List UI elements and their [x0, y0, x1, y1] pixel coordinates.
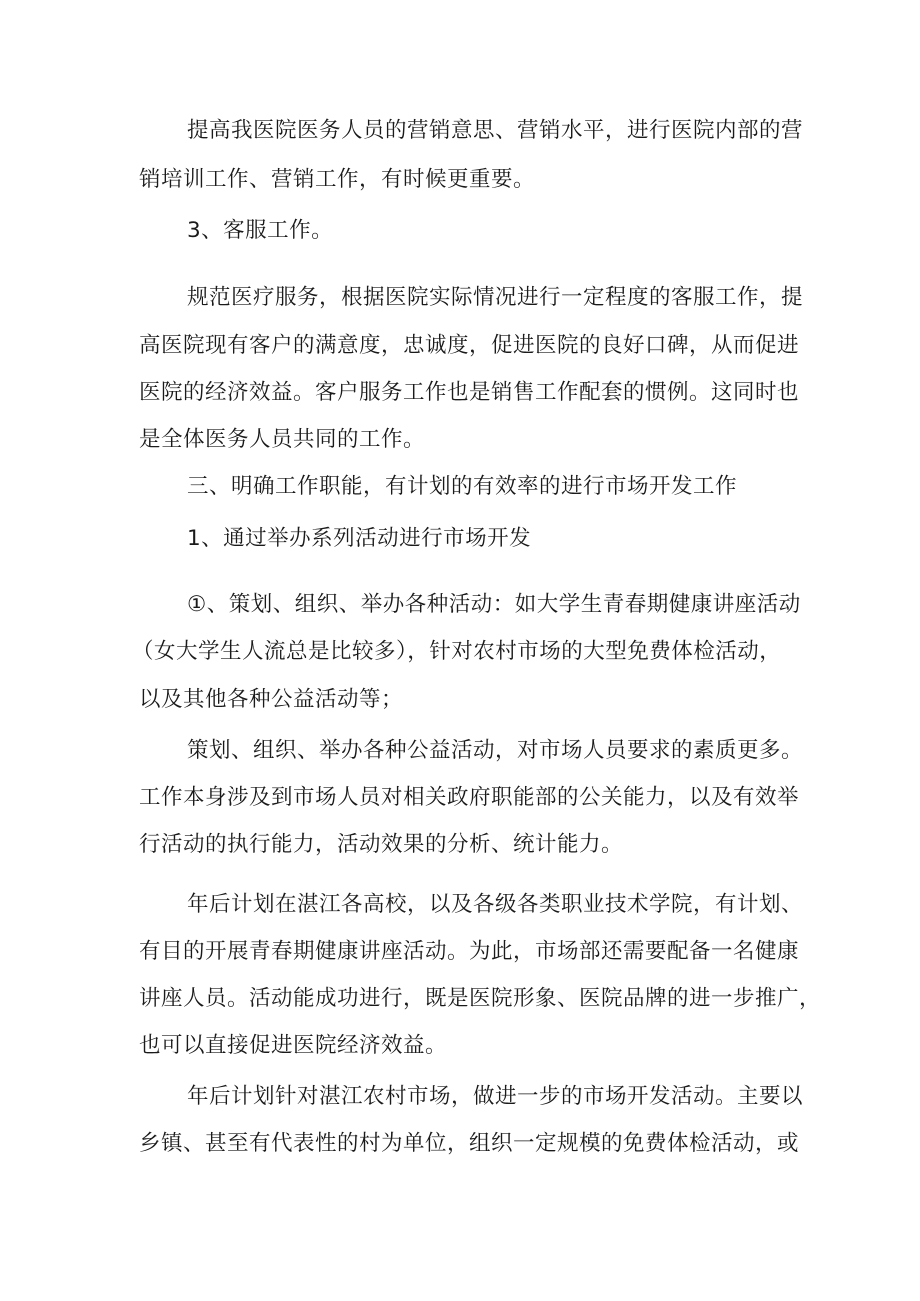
section-heading: 三、明确工作职能，有计划的有效率的进行市场开发工作: [187, 474, 738, 499]
paragraph-line: 策划、组织、举办各种公益活动，对市场人员要求的素质更多。: [187, 738, 804, 763]
paragraph-line: 也可以直接促进医院经济效益。: [139, 1033, 448, 1058]
paragraph-line: 讲座人员。活动能成功进行，既是医院形象、医院品牌的进一步推广，: [139, 986, 822, 1011]
paragraph-line: 有目的开展青春期健康讲座活动。为此，市场部还需要配备一名健康: [139, 939, 800, 964]
paragraph-line: 年后计划在湛江各高校，以及各级各类职业技术学院，有计划、: [187, 892, 804, 917]
paragraph-line: （女大学生人流总是比较多），针对农村市场的大型免费体检活动，: [132, 639, 782, 664]
paragraph-line: 高医院现有客户的满意度，忠诚度，促进医院的良好口碑，从而促进: [139, 333, 800, 358]
section-heading: 3、客服工作。: [187, 218, 334, 243]
paragraph-line: 规范医疗服务，根据医院实际情况进行一定程度的客服工作，提: [187, 285, 804, 310]
paragraph-line: 年后计划针对湛江农村市场，做进一步的市场开发活动。主要以: [187, 1084, 804, 1109]
paragraph-line: 工作本身涉及到市场人员对相关政府职能部的公关能力，以及有效举: [139, 785, 800, 810]
section-heading: 1、通过举办系列活动进行市场开发: [187, 526, 532, 551]
paragraph-line: 是全体医务人员共同的工作。: [139, 427, 426, 452]
paragraph-line: 行活动的执行能力，活动效果的分析、统计能力。: [139, 832, 624, 857]
paragraph-line: 乡镇、甚至有代表性的村为单位，组织一定规模的免费体检活动，或: [139, 1131, 800, 1156]
paragraph-line: 医院的经济效益。客户服务工作也是销售工作配套的惯例。这同时也: [139, 380, 800, 405]
paragraph-line: 销培训工作、营销工作，有时候更重要。: [139, 167, 536, 192]
paragraph-line: 提高我医院医务人员的营销意思、营销水平，进行医院内部的营: [187, 118, 804, 143]
paragraph-line: 以及其他各种公益活动等；: [139, 687, 404, 712]
paragraph-line: ①、策划、组织、举办各种活动：如大学生青春期健康讲座活动: [187, 592, 801, 617]
